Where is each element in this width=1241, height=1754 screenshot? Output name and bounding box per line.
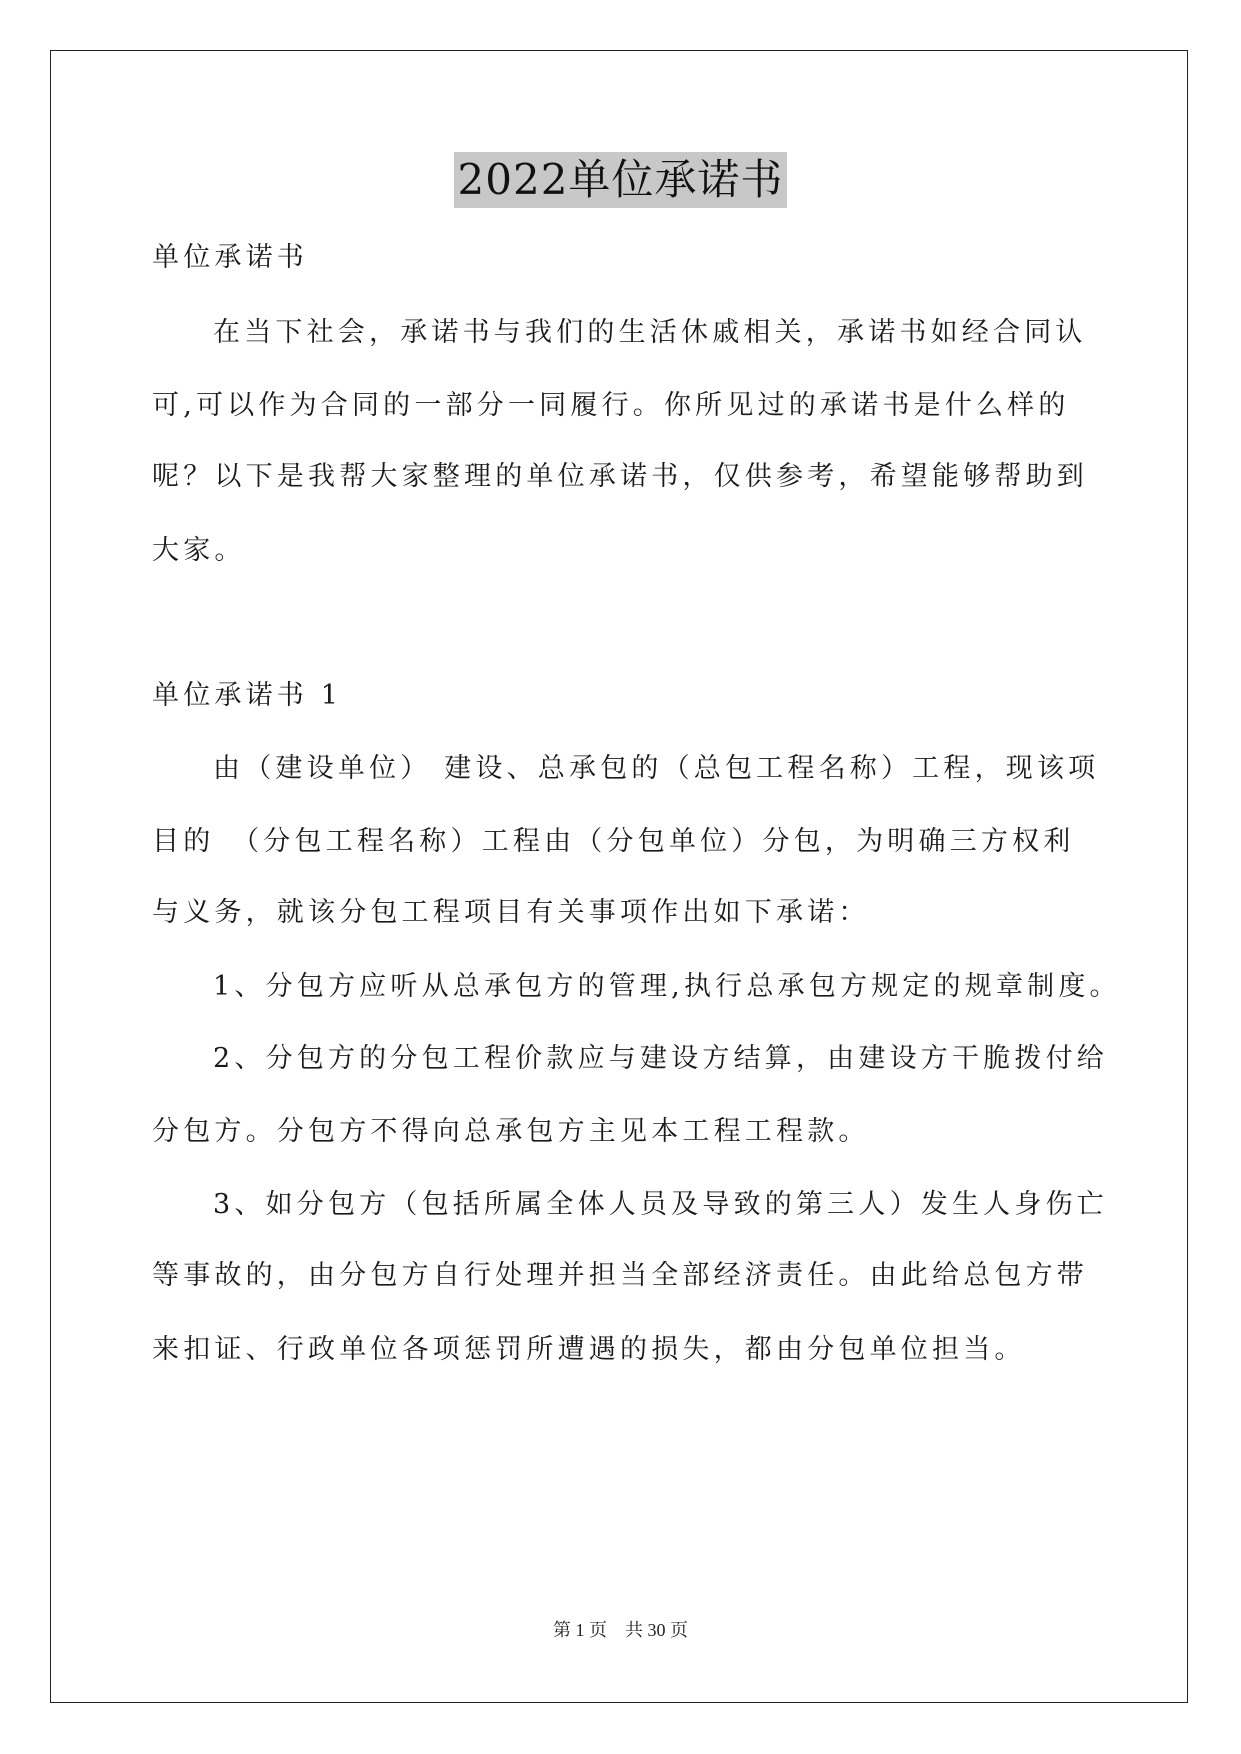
section-heading: 单位承诺书 1 xyxy=(152,680,343,711)
document-title: 2022单位承诺书 xyxy=(454,152,788,208)
paragraph-line: 呢？以下是我帮大家整理的单位承诺书，仅供参考，希望能够帮助到 xyxy=(152,461,1088,492)
page-footer: 第 1 页 共 30 页 xyxy=(553,1620,688,1640)
paragraph-line: 可,可以作为合同的一部分一同履行。你所见过的承诺书是什么样的 xyxy=(152,390,1070,421)
paragraph-line: 大家。 xyxy=(152,535,246,566)
clause-line: 1、分包方应听从总承包方的管理,执行总承包方规定的规章制度。 xyxy=(213,971,1121,1002)
page-border xyxy=(50,50,1188,1703)
paragraph-line: 目的 （分包工程名称）工程由（分包单位）分包，为明确三方权利 xyxy=(152,826,1075,857)
clause-line: 来扣证、行政单位各项惩罚所遭遇的损失，都由分包单位担当。 xyxy=(152,1334,1026,1365)
paragraph-line: 与义务，就该分包工程项目有关事项作出如下承诺： xyxy=(152,897,870,928)
paragraph-line: 在当下社会，承诺书与我们的生活休戚相关，承诺书如经合同认 xyxy=(213,317,1087,348)
clause-line: 等事故的，由分包方自行处理并担当全部经济责任。由此给总包方带 xyxy=(152,1260,1088,1291)
paragraph-line: 由（建设单位） 建设、总承包的（总包工程名称）工程，现该项 xyxy=(213,753,1100,784)
clause-line: 3、如分包方（包括所属全体人员及导致的第三人）发生人身伤亡 xyxy=(213,1189,1108,1220)
section-heading: 单位承诺书 xyxy=(152,242,308,273)
title-container xyxy=(0,152,1241,208)
clause-line: 2、分包方的分包工程价款应与建设方结算，由建设方干脆拨付给 xyxy=(213,1043,1108,1074)
clause-line: 分包方。分包方不得向总承包方主见本工程工程款。 xyxy=(152,1116,870,1147)
